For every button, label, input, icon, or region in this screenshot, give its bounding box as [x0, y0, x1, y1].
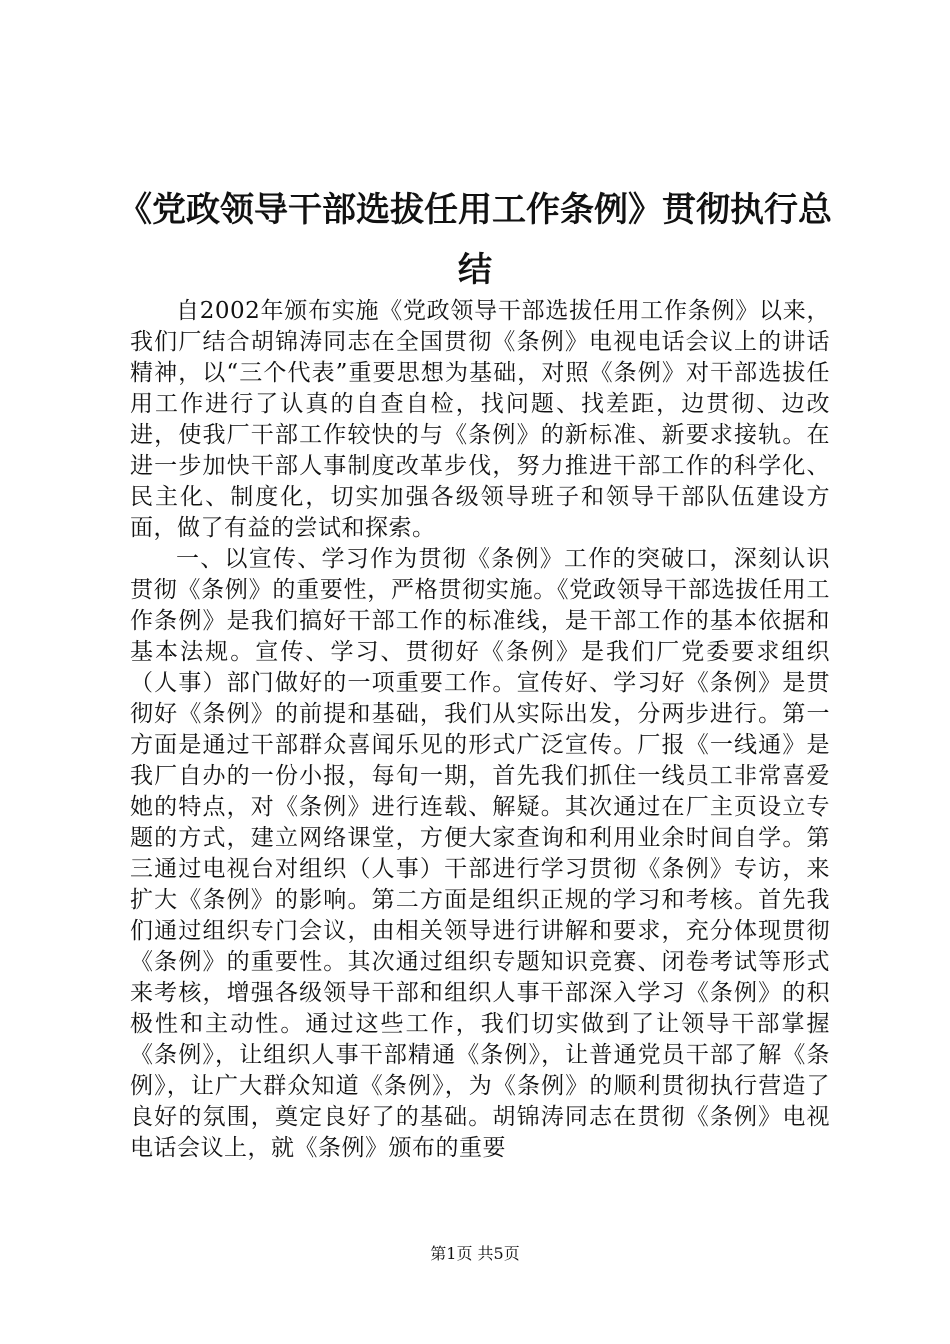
document-title: 《党政领导干部选拔任用工作条例》贯彻执行总结	[118, 190, 832, 290]
paragraph-intro: 自2002年颁布实施《党政领导干部选拔任用工作条例》以来，我们厂结合胡锦涛同志在全国贯彻《条例》电视电话会议上的讲话精神，以“三个代表”重要思想为基础，对照《条例》对干部选拔任用工作进行了认真的自查自检，找问题、找差距，边贯彻、边改进，使我厂干部工作较快的与《条例》的新标准、新要求接轨。在进一步加快干部人事制度改革步伐，努力推进干部工作的科学化、民主化、制度化，切实加强各级领导班子和领导干部队伍建设方面，做了有益的尝试和探索。	[130, 298, 830, 541]
document-body	[130, 296, 830, 1164]
paragraph-section-one: 一、以宣传、学习作为贯彻《条例》工作的突破口，深刻认识贯彻《条例》的重要性，严格贯彻实施。《党政领导干部选拔任用工作条例》是我们搞好干部工作的标准线，是干部工作的基本依据和基本法规。宣传、学习、贯彻好《条例》是我们厂党委要求组织（人事）部门做好的一项重要工作。宣传好、学习好《条例》是贯彻好《条例》的前提和基础，我们从实际出发，分两步进行。第一方面是通过干部群众喜闻乐见的形式广泛宣传。厂报《一线通》是我厂自办的一份小报，每旬一期，首先我们抓住一线员工非常喜爱她的特点，对《条例》进行连载、解疑。其次通过在厂主页设立专题的方式，建立网络课堂，方便大家查询和利用业余时间自学。第三通过电视台对组织（人事）干部进行学习贯彻《条例》专访，来扩大《条例》的影响。第二方面是组织正规的学习和考核。首先我们通过组织专门会议，由相关领导进行讲解和要求，充分体现贯彻《条例》的重要性。其次通过组织专题知识竞赛、闭卷考试等形式来考核，增强各级领导干部和组织人事干部深入学习《条例》的积极性和主动性。通过这些工作，我们切实做到了让领导干部掌握《条例》，让组织人事干部精通《条例》，让普通党员干部了解《条例》，让广大群众知道《条例》，为《条例》的顺利贯彻执行营造了良好的氛围，奠定良好了的基础。胡锦涛同志在贯彻《条例》电视电话会议上，就《条例》颁布的重要	[130, 546, 830, 1161]
page-footer: 第1页 共5页	[430, 1244, 520, 1263]
